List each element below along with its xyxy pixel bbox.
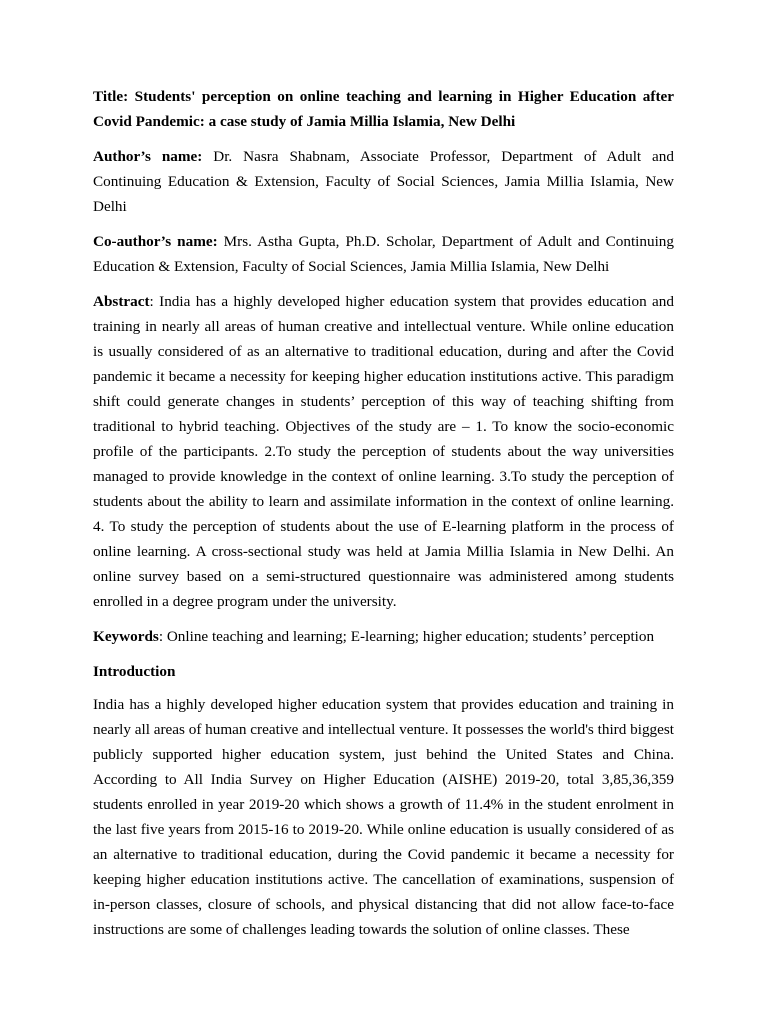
- title-paragraph: [93, 84, 674, 134]
- title-text: Students' perception on online teaching and learning in Higher Education after Covid Pandemic: a case study of Jamia Millia Islamia, New Delhi: [93, 88, 674, 130]
- coauthor-text: Mrs. Astha Gupta, Ph.D. Scholar, Department of Adult and Continuing Education & Extension, Faculty of Social Sciences, Jamia Millia Islamia, New Delhi: [93, 233, 674, 275]
- author-paragraph: [93, 144, 674, 219]
- introduction-heading: Introduction: [93, 663, 176, 680]
- introduction-paragraph: India has a highly developed higher education system that provides education and training in nearly all areas of human creative and intellectual venture. It possesses the world's third biggest publicly supported higher education system, just behind the United States and China. According to All India Survey on Higher Education (AISHE) 2019-20, total 3,85,36,359 students enrolled in year 2019-20 which shows a growth of 11.4% in the student enrolment in the last five years from 2015-16 to 2019-20. While online education is usually considered of as an alternative to traditional education, during the Covid pandemic it became a necessity for keeping higher education institutions active. The cancellation of examinations, suspension of in-person classes, closure of schools, and physical distancing that did not allow face-to-face instructions are some of challenges leading towards the solution of online classes. These: [93, 696, 674, 938]
- author-text: Dr. Nasra Shabnam, Associate Professor, Department of Adult and Continuing Education & Extension, Faculty of Social Sciences, Jamia Millia Islamia, New Delhi: [93, 148, 674, 215]
- author-label: Author’s name:: [93, 148, 203, 165]
- abstract-paragraph: [93, 289, 674, 614]
- keywords-label: Keywords: [93, 628, 159, 645]
- coauthor-label: Co-author’s name:: [93, 233, 218, 250]
- keywords-paragraph: [93, 624, 674, 649]
- coauthor-paragraph: [93, 229, 674, 279]
- title-label: Title:: [93, 88, 129, 105]
- abstract-text: : India has a highly developed higher education system that provides education and training in nearly all areas of human creative and intellectual venture. While online education is usually considered of as an alternative to traditional education, during and after the Covid pandemic it became a necessity for keeping higher education institutions active. This paradigm shift could generate changes in students’ perception of this way of teaching shifting from traditional to hybrid teaching. Objectives of the study are – 1. To know the socio-economic profile of the participants. 2.To study the perception of students about the way universities managed to provide knowledge in the context of online learning. 3.To study the perception of students about the ability to learn and assimilate information in the context of online learning. 4. To study the perception of students about the use of E-learning platform in the process of online learning. A cross-sectional study was held at Jamia Millia Islamia in New Delhi. An online survey based on a semi-structured questionnaire was administered among students enrolled in a degree program under the university.: [93, 293, 674, 610]
- keywords-text: : Online teaching and learning; E-learning; higher education; students’ perception: [158, 628, 655, 645]
- document-page: [93, 84, 674, 952]
- abstract-label: Abstract: [93, 293, 150, 310]
